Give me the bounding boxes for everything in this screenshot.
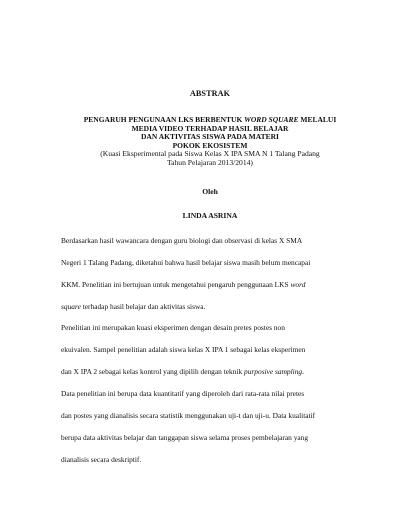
title-line-2: MEDIA VIDEO TERHADAP HASIL BELAJAR bbox=[131, 123, 289, 133]
paragraph-2-line-2: ekuivalen. Sampel penelitian adalah siswa kelas X IPA 1 sebagai kelas eksperimen bbox=[61, 345, 306, 354]
paragraph-1-line-2: Negeri 1 Talang Padang, diketahui bahwa hasil belajar siswa masih belum mencapai bbox=[61, 258, 311, 267]
paragraph-1-line-3-italic: word bbox=[290, 280, 306, 289]
title-line-1-part-a: PENGARUH PENGUNAAN LKS BERBENTUK bbox=[83, 115, 245, 124]
by-label: Oleh bbox=[202, 187, 218, 196]
paragraph-2-line-1: Penelitian ini merupakan kuasi eksperimen dengan desain pretes postes non bbox=[61, 323, 285, 332]
author-name: LINDA ASRINA bbox=[182, 211, 238, 220]
title-subtitle-line-2: Tahun Pelajaran 2013/2014) bbox=[167, 157, 253, 167]
title-line-1-part-c: MELALUI bbox=[298, 115, 337, 124]
title-line-3: DAN AKTIVITAS SISWA PADA MATERI bbox=[141, 132, 279, 142]
paragraph-2-line-3-text: dan X IPA 2 sebagai kelas kontrol yang dipilih dengan teknik bbox=[61, 367, 245, 376]
paragraph-2-line-3 bbox=[61, 367, 304, 376]
paragraph-2-line-6: berupa data aktivitas belajar dan tanggapan siswa selama proses pembelajaran yang bbox=[61, 433, 309, 442]
paragraph-2-line-7: dianalisis secara deskriptif. bbox=[61, 455, 142, 464]
paragraph-2-line-4: Data penelitian ini berupa data kuantitatif yang diperoleh dari rata-rata nilai pretes bbox=[61, 389, 305, 398]
title-line-4: POKOK EKOSISTEM bbox=[172, 140, 248, 150]
paragraph-1-line-4-text: terhadap hasil belajar dan aktivitas siswa. bbox=[80, 302, 206, 311]
paragraph-2-line-3-end: . bbox=[302, 367, 304, 376]
paragraph-1-line-4 bbox=[61, 302, 205, 311]
title-line-1-italic: WORD SQUARE bbox=[244, 115, 299, 124]
abstract-heading: ABSTRAK bbox=[189, 89, 231, 98]
paragraph-1-line-3-text: KKM. Penelitian ini bertujuan untuk mengetahui pengaruh penggunaan LKS bbox=[61, 280, 291, 289]
paragraph-2-line-5: dan postes yang dianalisis secara statistik menggunakan uji-t dan uji-u. Data kualitatif bbox=[61, 411, 316, 420]
paragraph-2-line-3-italic: purposive sampling bbox=[244, 367, 303, 376]
paragraph-1-line-3 bbox=[61, 280, 305, 289]
title-subtitle-line-1: (Kuasi Eksperimental pada Siswa Kelas X IPA SMA N 1 Talang Padang bbox=[100, 149, 320, 159]
paragraph-1-line-1: Berdasarkan hasil wawancara dengan guru biologi dan observasi di kelas X SMA bbox=[61, 236, 303, 245]
thesis-title bbox=[40, 116, 380, 168]
paragraph-1-line-4-italic: square bbox=[61, 302, 81, 311]
